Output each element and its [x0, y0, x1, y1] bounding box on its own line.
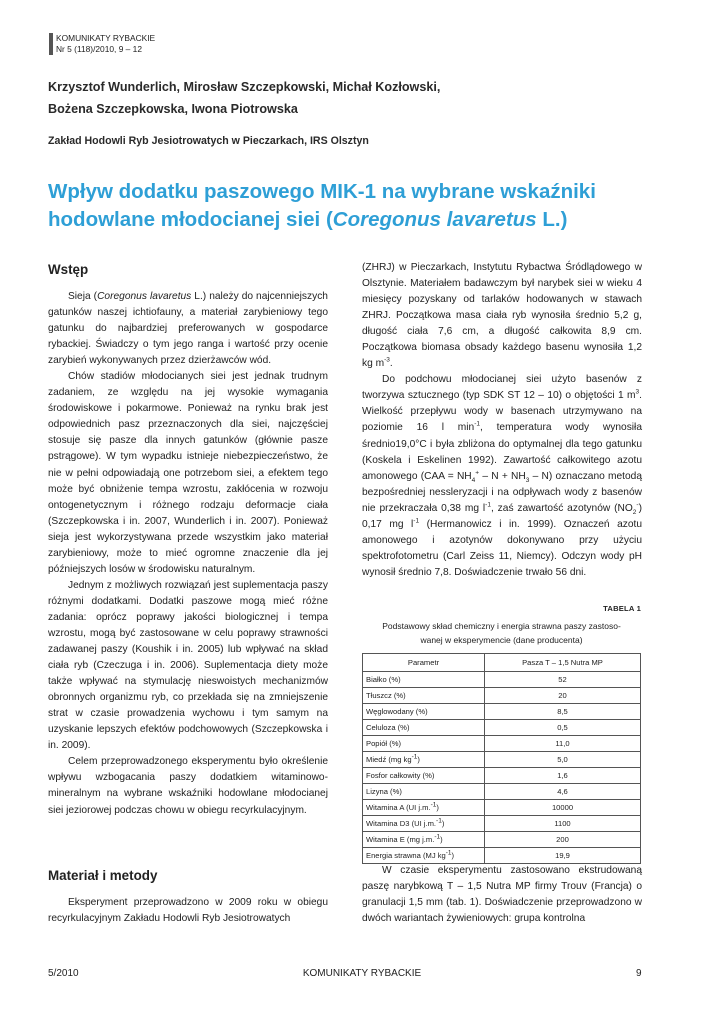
parameter-unit-exponent: -1 — [430, 801, 437, 809]
table-header-feed: Pasza T – 1,5 Nutra MP — [485, 654, 641, 672]
table-cell-parameter — [363, 832, 485, 848]
parameter-unit-close: ) — [417, 755, 420, 764]
table-cell-value: 20 — [485, 688, 641, 704]
table-cell-parameter — [363, 768, 485, 784]
table-row — [363, 768, 641, 784]
intro-paragraph-2: Chów stadiów młodocianych siei jest jednak trudnym zadaniem, ze względu na jej wysokie wymagania środowiskowe i pokarmowe. Ponieważ na rynku brak jest odpowiednich pasz przeznaczonych dla siei, najczęściej stosuje się pasze dla innych gatunków (głównie pasze pstrągowe). W tym wypadku istnieje niebezpieczeństwo, że nie w pełni odpowiadają one potrzebom siei, a efektem tego może być obniżenie tempa wzrostu, zakłócenia w rozwoju ontogenetycznym i różnego rodzaju deformacje ciała (Szczepkowska i in. 2007, Wunderlich i in. 2007). Ponieważ sieja jest wykorzystywana przede wszystkim jako materiał zarybieniowy, może to mieć ogromne znaczenie dla jej późniejszych losów w środowisku naturalnym. — [48, 371, 328, 575]
title-line-2-pre: hodowlane młodocianej siei ( — [48, 208, 333, 231]
parameter-unit-exponent: -1 — [445, 849, 452, 857]
table-row — [363, 672, 641, 688]
methods-p1-cont-text: (ZHRJ) w Pieczarkach, Instytutu Rybactwa Śródlądowego w Olsztynie. Materiałem badawczym był narybek siei w wieku 4 miesięcy pozyskany od tarlaków hodowanych w stawach ZHRJ. Początkowa masa ciała ryb wynosiła średnio 5,2 g, długość ciała 7,6 cm, a długość całkowita 8,9 cm. Początkowa biomasa obsady każdego basenu wynosiła 1,2 kg m — [362, 262, 642, 370]
parameter-name: Witamina A (UI j.m. — [366, 803, 431, 812]
methods-p2-sup6: - — [636, 501, 639, 509]
table-caption-line-2: wanej w eksperymencie (dane producenta) — [420, 635, 583, 645]
parameter-name: Witamina D3 (UI j.m. — [366, 819, 437, 828]
methods-p1-end: . — [389, 358, 393, 370]
methods-p2-sup1: 3 — [635, 388, 640, 396]
methods-p2-g: ) 0,17 mg l — [362, 502, 642, 530]
parameter-name: Tłuszcz (%) — [366, 691, 406, 700]
intro-paragraph-4: Celem przeprowadzonego eksperymentu było określenie wpływu wzbogacania paszy dodatkiem witaminowo-mineralnym na wybrane wskaźniki hodowlane młodocianej siei jeziorowej podczas chowu w obiegu recyrkulacyjnym. — [48, 756, 328, 816]
table-cell-parameter — [363, 736, 485, 752]
methods-p2-sub6: 2 — [632, 508, 637, 516]
parameter-unit-close: ) — [451, 851, 455, 860]
table-header-parameter: Parametr — [363, 654, 485, 672]
table-row — [363, 848, 641, 864]
table-row — [363, 800, 641, 816]
authors-line-2: Bożena Szczepkowska, Iwona Piotrowska — [48, 102, 298, 116]
table-body — [363, 672, 641, 864]
journal-name: KOMUNIKATY RYBACKIE — [56, 33, 156, 43]
parameter-name: Lizyna (%) — [366, 787, 402, 796]
table-row — [363, 688, 641, 704]
methods-p2-a: Do podchowu młodocianej siei użyto basenów z tworzywa sztucznego (typ SDK ST 12 – 10) o objętości 1 m — [362, 374, 642, 402]
methods-paragraph-1-continued — [362, 260, 642, 372]
parameter-unit-exponent: -1 — [434, 833, 441, 841]
intro-p1-post: L.) należy do najcenniejszych gatunków naszej ichtiofauny, a materiał zarybieniowy tego gatunku do najbardziej preferowanych w gospodarce rybackiej. Świadczy o tym jego ranga i wartość przy ocenie zarybień wykonywanych przez dzierżawców wód. — [48, 291, 328, 367]
methods-column-right — [362, 260, 642, 581]
title-line-2 — [48, 206, 688, 234]
parameter-name: Białko (%) — [366, 675, 401, 684]
parameter-name: Węglowodany (%) — [366, 707, 428, 716]
intro-p1-species: Coregonus lavaretus — [97, 291, 192, 302]
section-heading-intro: Wstęp — [48, 262, 89, 277]
journal-marker-bar — [49, 33, 53, 55]
footer-issue: 5/2010 — [48, 968, 79, 979]
parameter-name: Popiół (%) — [366, 739, 402, 748]
title-line-1: Wpływ dodatku paszowego MIK-1 na wybrane wskaźniki — [48, 180, 596, 203]
footer-page-number: 9 — [636, 968, 642, 979]
parameter-name: Witamina E (mg j.m. — [366, 835, 435, 844]
table-cell-parameter — [363, 752, 485, 768]
table-cell-value: 5,0 — [485, 752, 641, 768]
methods-column-right-after-table — [362, 863, 642, 927]
parameter-unit-close: ) — [441, 819, 445, 828]
methods-p1-sup: -3 — [384, 356, 390, 364]
article-title — [48, 178, 688, 234]
table-row — [363, 784, 641, 800]
methods-p2-f: , zaś zawartość azotynów (NO — [490, 502, 633, 514]
methods-p2-sup2: -1 — [474, 421, 480, 429]
methods-paragraph-2 — [362, 372, 642, 581]
parameter-unit-exponent: -1 — [436, 817, 442, 825]
methods-paragraph-1: Eksperyment przeprowadzono w 2009 roku w obiegu recyrkulacyjnym Zakładu Hodowli Ryb Jesiotrowatych — [48, 897, 328, 925]
methods-p2-c: , temperatura wody wynosiła średnio19,0°C i była zbliżona do optymalnej dla tego gatunku (Koskela i Eskelinen 1992). Zawartość całkowitego azotu amonowego (CAA = NH — [362, 422, 642, 482]
methods-column-start — [48, 895, 328, 927]
table-cell-parameter — [363, 720, 485, 736]
table-caption — [362, 619, 641, 647]
parameter-name: Celuloza (%) — [366, 723, 410, 732]
methods-p2-sup5: -1 — [485, 501, 491, 509]
journal-issue: Nr 5 (118)/2010, 9 – 12 — [56, 44, 142, 54]
table-cell-value: 1,6 — [485, 768, 641, 784]
table-cell-value: 11,0 — [485, 736, 641, 752]
table-label: TABELA 1 — [603, 604, 641, 613]
affiliation: Zakład Hodowli Ryb Jesiotrowatych w Pieczarkach, IRS Olsztyn — [48, 135, 369, 147]
intro-paragraph-1 — [48, 289, 328, 369]
table-row — [363, 752, 641, 768]
table-row — [363, 736, 641, 752]
parameter-unit-close: ) — [436, 803, 439, 812]
table-cell-parameter — [363, 848, 485, 864]
parameter-name: Energia strawna (MJ kg — [366, 851, 446, 860]
table-cell-value: 1100 — [485, 816, 641, 832]
authors — [48, 76, 678, 120]
table-row — [363, 832, 641, 848]
title-line-2-post: L.) — [536, 208, 568, 231]
methods-p2-b: . Wielkość przepływu wody w basenach utrzymywano na poziomie 16 l min — [362, 390, 642, 434]
methods-p2-h: (Hermanowicz i in. 1999). Oznaczeń azotu amonowego i azotynów dokonywano przy użyciu spektrofotometru (Carl Zeiss 11, Niemcy). Odczyn wody pH wynosił średnio 7,8. Doświadczenie trwało 56 dni. — [362, 518, 643, 578]
table-cell-parameter — [363, 784, 485, 800]
authors-line-1: Krzysztof Wunderlich, Mirosław Szczepkowski, Michał Kozłowski, — [48, 80, 441, 94]
table-row — [363, 704, 641, 720]
table-caption-line-1: Podstawowy skład chemiczny i energia strawna paszy zastoso- — [382, 621, 621, 631]
footer-journal: KOMUNIKATY RYBACKIE — [302, 968, 422, 979]
table-cell-parameter — [363, 816, 485, 832]
parameter-unit-close: ) — [440, 835, 443, 844]
table-cell-parameter — [363, 704, 485, 720]
parameter-name: Miedź (mg kg — [366, 755, 412, 764]
intro-paragraph-3: Jednym z możliwych rozwiązań jest suplementacja paszy różnymi dodatkami. Dodatki paszowe mogą mieć różne zadania: oprócz poprawy jakości biologicznej i tempa wzrostu, mogą być zastosowane w celu poprawy strawności zadawanej paszy (Koushik i in. 2005) lub wpływać na skład ciała ryb (Czeczuga i in. 2006). Suplementacja diety może także wpływać na stymulację nieswoistych mechanizmów obronnych organizmu ryb, co przekłada się na zmniejszenie strat w czasie prowadzenia wychowu i tym samym na uzyskanie lepszych efektów podchowowych (Szczepkowska i in. 2009). — [48, 579, 328, 752]
intro-p1-pre: Sieja ( — [68, 291, 98, 302]
table-cell-value: 19,9 — [485, 848, 641, 864]
methods-p2-sup3: + — [475, 469, 480, 477]
table-header-row — [363, 654, 641, 672]
parameter-name: Fosfor całkowity (%) — [366, 771, 435, 780]
section-heading-methods: Materiał i metody — [48, 868, 158, 883]
table-cell-parameter — [363, 800, 485, 816]
table-cell-value: 10000 — [485, 800, 641, 816]
table-cell-parameter — [363, 688, 485, 704]
table-cell-value: 52 — [485, 672, 641, 688]
table-cell-value: 8,5 — [485, 704, 641, 720]
intro-column — [48, 289, 328, 819]
methods-p2-d: – N + NH — [479, 470, 526, 482]
table-row — [363, 720, 641, 736]
table-cell-value: 4,6 — [485, 784, 641, 800]
table-cell-value: 200 — [485, 832, 641, 848]
table-row — [363, 816, 641, 832]
methods-p2-sub3: 4 — [471, 476, 476, 484]
methods-p2-sub4: 3 — [525, 476, 530, 484]
table-cell-parameter — [363, 672, 485, 688]
parameter-unit-exponent: -1 — [411, 753, 418, 761]
methods-paragraph-3: W czasie eksperymentu zastosowano ekstrudowaną paszę narybkową T – 1,5 Nutra MP firmy Trouv (Francja) o granulacji 1,5 mm (tab. 1). Doświadczenie przeprowadzono w dwóch wariantach żywieniowych: grupa kontrolna — [362, 865, 642, 925]
title-species: Coregonus lavaretus — [332, 208, 537, 231]
journal-header — [56, 33, 155, 55]
methods-p2-e: – N) oznaczano metodą bezpośredniej nessleryzacji i na odpływach wody z basenów nie przekraczała 0,38 mg l — [362, 470, 643, 514]
table-cell-value: 0,5 — [485, 720, 641, 736]
composition-table — [362, 653, 641, 864]
methods-p2-sup7: -1 — [413, 517, 420, 525]
